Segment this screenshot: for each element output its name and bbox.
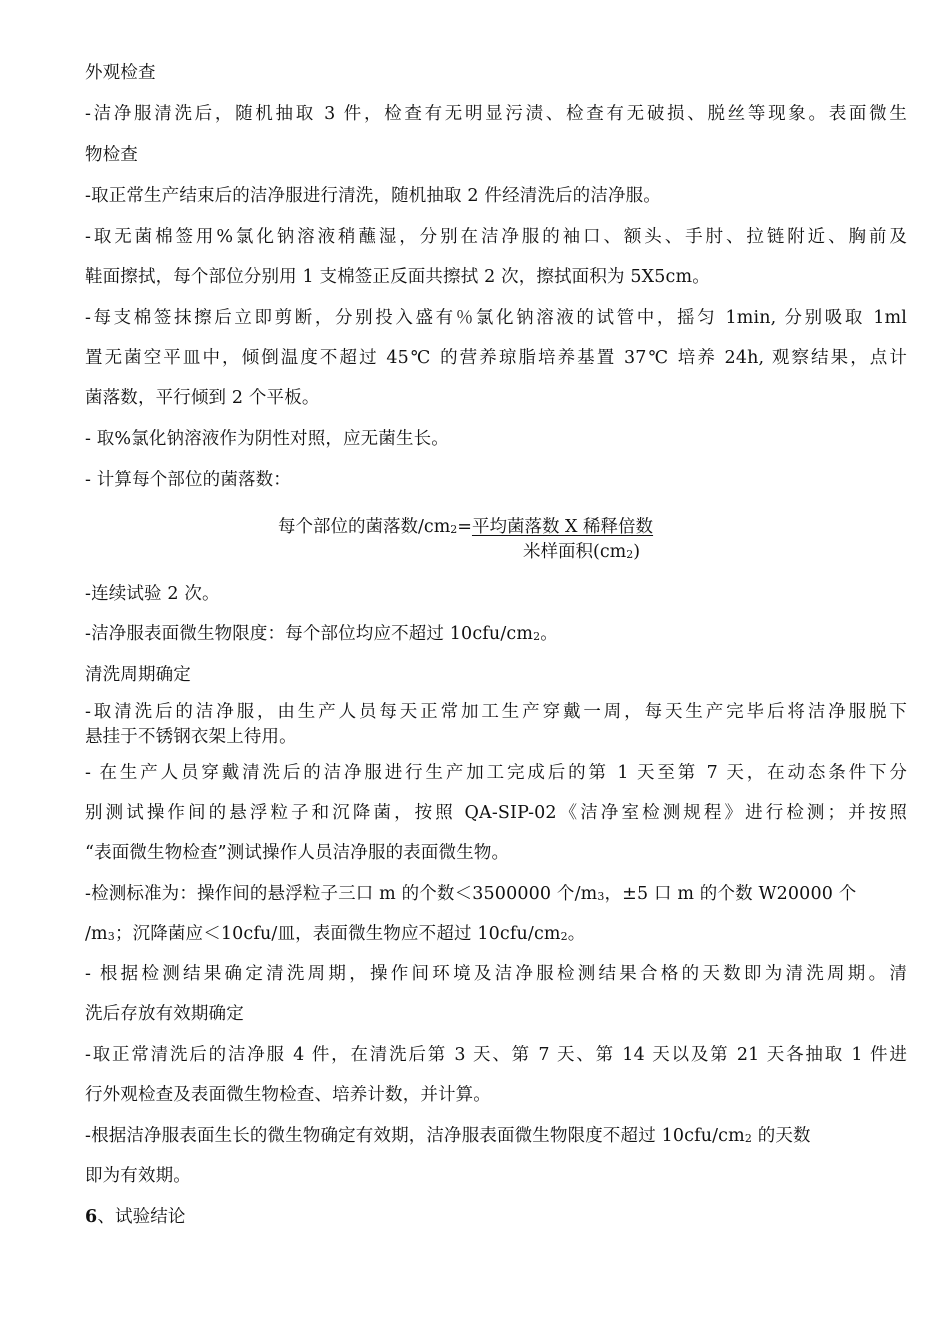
paragraph-line: -洁净服清洗后，随机抽取 3 件，检查有无明显污渍、检查有无破损、脱丝等现象。表面微生 <box>85 104 907 124</box>
paragraph-line: 即为有效期。 <box>85 1166 191 1186</box>
paragraph-line: - 取%氯化钠溶液作为阴性对照，应无菌生长。 <box>85 429 449 449</box>
text-segment: 的天数 <box>752 1126 811 1146</box>
text-segment: 。 <box>567 924 586 944</box>
formula-equals: = <box>457 517 472 537</box>
paragraph-line: -取无菌棉签用%氯化钠溶液稍蘸湿，分别在洁净服的袖口、额头、手肘、拉链附近、胸前及 <box>85 227 907 247</box>
paragraph-line: -连续试验 2 次。 <box>85 584 220 604</box>
text-segment: 。 <box>540 624 558 644</box>
text-segment: ；沉降菌应＜10cfu/皿，表面微生物应不超过 10cfu/cm <box>114 924 561 944</box>
heading-test-conclusion <box>85 1206 907 1228</box>
formula-numerator-line <box>278 516 653 541</box>
text-segment: /m <box>85 924 108 944</box>
section-number: 6 <box>85 1207 98 1227</box>
paragraph-line: 悬挂于不锈钢衣架上待用。 <box>85 727 297 747</box>
heading-storage-validity: 洗后存放有效期确定 <box>85 1004 244 1024</box>
paragraph-line <box>85 1125 907 1150</box>
paragraph-line: - 在生产人员穿戴清洗后的洁净服进行生产加工完成后的第 1 天至第 7 天，在动态条件下分 <box>85 763 907 783</box>
subscript: 2 <box>533 630 541 643</box>
text-segment: -检测标准为：操作间的悬浮粒子三口 m 的个数＜3500000 个/m <box>85 884 598 904</box>
formula-numerator: 平均菌落数 X 稀释倍数 <box>471 517 654 537</box>
formula-lhs: 每个部位的菌落数/cm <box>278 517 451 537</box>
paragraph-line: 别测试操作间的悬浮粒子和沉降菌，按照 QA-SIP-02《洁净室检测规程》进行检测；并按照 <box>85 803 907 823</box>
paragraph-line: 行外观检查及表面微生物检查、培养计数，并计算。 <box>85 1085 491 1105</box>
paragraph-line <box>85 883 907 908</box>
formula-denominator: 米样面积(cm <box>523 542 627 562</box>
subscript: 3 <box>107 930 115 943</box>
paragraph-line: “表面微生物检查”测试操作人员洁净服的表面微生物。 <box>85 843 510 863</box>
formula-lhs-subscript: 2 <box>450 523 458 536</box>
paragraph-line: - 计算每个部位的菌落数： <box>85 470 291 490</box>
heading-cleaning-cycle: 清洗周期确定 <box>85 665 191 685</box>
paragraph-line: 置无菌空平皿中，倾倒温度不超过 45℃ 的营养琼脂培养基置 37℃ 培养 24h, 观察结果，点计 <box>85 348 907 368</box>
section-title: 、试验结论 <box>97 1207 186 1227</box>
paragraph-line: 菌落数，平行倾到 2 个平板。 <box>85 388 320 408</box>
text-segment: -根据洁净服表面生长的微生物确定有效期，洁净服表面微生物限度不超过 10cfu/cm <box>85 1126 745 1146</box>
paragraph-line: -取清洗后的洁净服，由生产人员每天正常加工生产穿戴一周，每天生产完毕后将洁净服脱下 <box>85 702 907 722</box>
paragraph-line: - 根据检测结果确定清洗周期，操作间环境及洁净服检测结果合格的天数即为清洗周期。清 <box>85 964 907 984</box>
paragraph-line: -取正常生产结束后的洁净服进行清洗，随机抽取 2 件经清洗后的洁净服。 <box>85 186 661 206</box>
subscript: 2 <box>744 1132 753 1145</box>
subscript: 3 <box>597 890 605 903</box>
paragraph-line: 鞋面擦拭，每个部位分别用 1 支棉签正反面共擦拭 2 次，擦拭面积为 5X5cm。 <box>85 267 710 287</box>
formula-denominator-line <box>523 541 640 566</box>
paragraph-line <box>85 623 907 648</box>
heading-appearance-check: 外观检查 <box>85 63 156 83</box>
formula-denominator-subscript: 2 <box>626 548 634 561</box>
paragraph-line <box>85 923 907 948</box>
heading-surface-microbe-check: 物检查 <box>85 145 138 165</box>
text-segment: ，±5 口 m 的个数 W20000 个 <box>604 884 857 904</box>
paragraph-line: -每支棉签抹擦后立即剪断，分别投入盛有％氯化钠溶液的试管中，摇匀 1min, 分别吸取 1ml <box>85 308 907 328</box>
subscript: 2 <box>560 930 568 943</box>
paragraph-line: -取正常清洗后的洁净服 4 件，在清洗后第 3 天、第 7 天、第 14 天以及第 21 天各抽取 1 件进 <box>85 1045 907 1065</box>
text-segment: -洁净服表面微生物限度：每个部位均应不超过 10cfu/cm <box>85 624 534 644</box>
formula-denominator-close: ) <box>633 542 641 562</box>
